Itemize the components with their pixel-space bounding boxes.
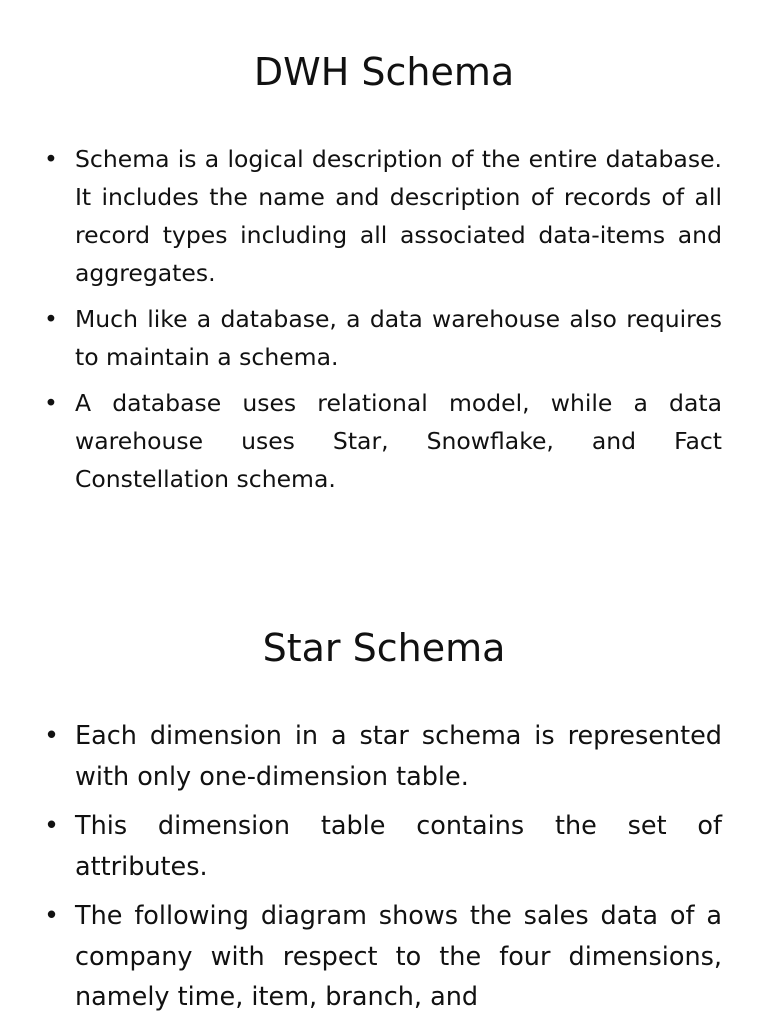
bullet-icon: • xyxy=(44,721,60,751)
bullet-item xyxy=(44,896,722,1018)
bullet-list xyxy=(44,716,722,1027)
slide-title: Star Schema xyxy=(262,626,506,670)
bullet-icon: • xyxy=(44,811,60,841)
bullet-icon: • xyxy=(44,389,58,417)
bullet-text: The following diagram shows the sales data of a company with respect to the four dimensions, namely time, item, branch, and xyxy=(75,901,722,1012)
bullet-text: This dimension table contains the set of attributes. xyxy=(75,811,722,882)
bullet-text: Schema is a logical description of the entire database. It includes the name and description of records of all record types including all associated data-items and aggregates. xyxy=(75,145,722,287)
bullet-item xyxy=(44,806,722,887)
bullet-item xyxy=(44,716,722,797)
bullet-item xyxy=(44,300,722,376)
bullet-text: Much like a database, a data warehouse also requires to maintain a schema. xyxy=(75,305,722,371)
bullet-item xyxy=(44,140,722,292)
slide-title: DWH Schema xyxy=(253,50,515,94)
bullet-item xyxy=(44,384,722,498)
bullet-icon: • xyxy=(44,901,60,931)
slide-star-schema xyxy=(0,575,768,1024)
bullet-icon: • xyxy=(44,145,58,173)
bullet-list xyxy=(44,140,722,506)
bullet-icon: • xyxy=(44,305,58,333)
bullet-text: A database uses relational model, while a data warehouse uses Star, Snowflake, and Fact Constellation schema. xyxy=(75,389,722,493)
bullet-text: Each dimension in a star schema is represented with only one-dimension table. xyxy=(75,721,722,792)
